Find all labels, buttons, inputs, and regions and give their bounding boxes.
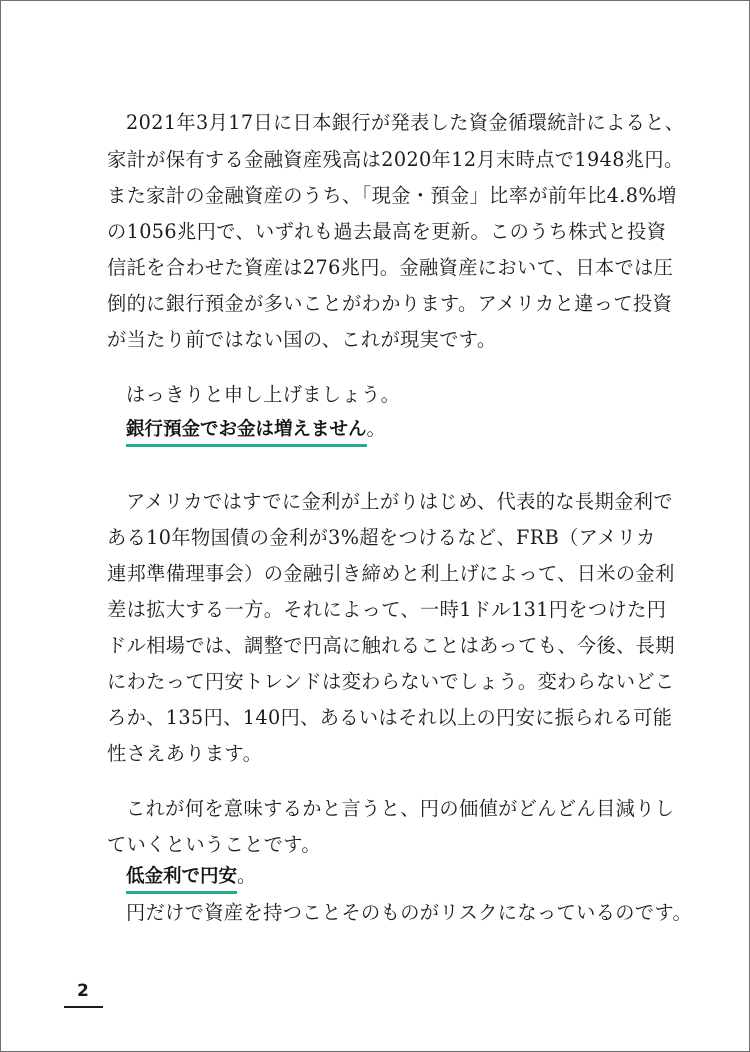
paragraph-1-line-7: が当たり前ではない国の、これが現実です。 bbox=[107, 328, 497, 351]
paragraph-3-line-4: 差は拡大する一方。それによって、一時1ドル131円をつけた円 bbox=[107, 598, 667, 621]
paragraph-1-line-6: 倒的に銀行預金が多いことがわかります。アメリカと違って投資 bbox=[107, 292, 673, 315]
paragraph-1-line-5: 信託を合わせた資産は276兆円。金融資産において、日本では圧 bbox=[107, 256, 674, 279]
paragraph-3-line-8: 性さえあります。 bbox=[107, 742, 263, 765]
paragraph-4-last-line: 円だけで資産を持つことそのものがリスクになっているのです。 bbox=[126, 901, 693, 924]
page-number: 2 bbox=[77, 981, 89, 1001]
paragraph-4-emphasis-line: 低金利で円安。 bbox=[107, 863, 256, 894]
emphasis-bank-deposits: 銀行預金でお金は増えません bbox=[126, 418, 367, 447]
paragraph-3-line-3: 連邦準備理事会）の金融引き締めと利上げによって、日米の金利 bbox=[107, 562, 675, 585]
paragraph-1-line-2: 家計が保有する金融資産残高は2020年12月末時点で1948兆円。 bbox=[107, 148, 684, 171]
paragraph-1-line-1: 2021年3月17日に日本銀行が発表した資金循環統計によると、 bbox=[126, 111, 685, 134]
paragraph-1-line-4: の1056兆円で、いずれも過去最高を更新。このうち株式と投資 bbox=[107, 220, 667, 243]
paragraph-3-line-7: ろか、135円、140円、あるいはそれ以上の円安に振られる可能 bbox=[107, 706, 673, 729]
paragraph-3-line-1: アメリカではすでに金利が上がりはじめ、代表的な長期金利で bbox=[126, 490, 673, 513]
paragraph-3-line-2: ある10年物国債の金利が3%超をつけるなど、FRB（アメリカ bbox=[107, 526, 656, 549]
paragraph-4-line-2: ていくということです。 bbox=[107, 833, 321, 856]
paragraph-2-emphasis-line: 銀行預金でお金は増えません。 bbox=[107, 416, 386, 447]
page-number-rule bbox=[64, 1006, 103, 1008]
paragraph-3-line-5: ドル相場では、調整で円高に触れることはあっても、今後、長期 bbox=[107, 634, 675, 657]
paragraph-2-line-1: はっきりと申し上げましょう。 bbox=[126, 383, 401, 406]
emphasis-low-rates-weak-yen: 低金利で円安 bbox=[126, 865, 237, 894]
paragraph-3-line-6: にわたって円安トレンドは変わらないでしょう。変わらないどこ bbox=[107, 670, 675, 693]
paragraph-4-line-1: これが何を意味するかと言うと、円の価値がどんどん目減りし bbox=[126, 797, 675, 820]
paragraph-1-line-3: また家計の金融資産のうち、「現金・預金」比率が前年比4.8%増 bbox=[107, 184, 677, 207]
